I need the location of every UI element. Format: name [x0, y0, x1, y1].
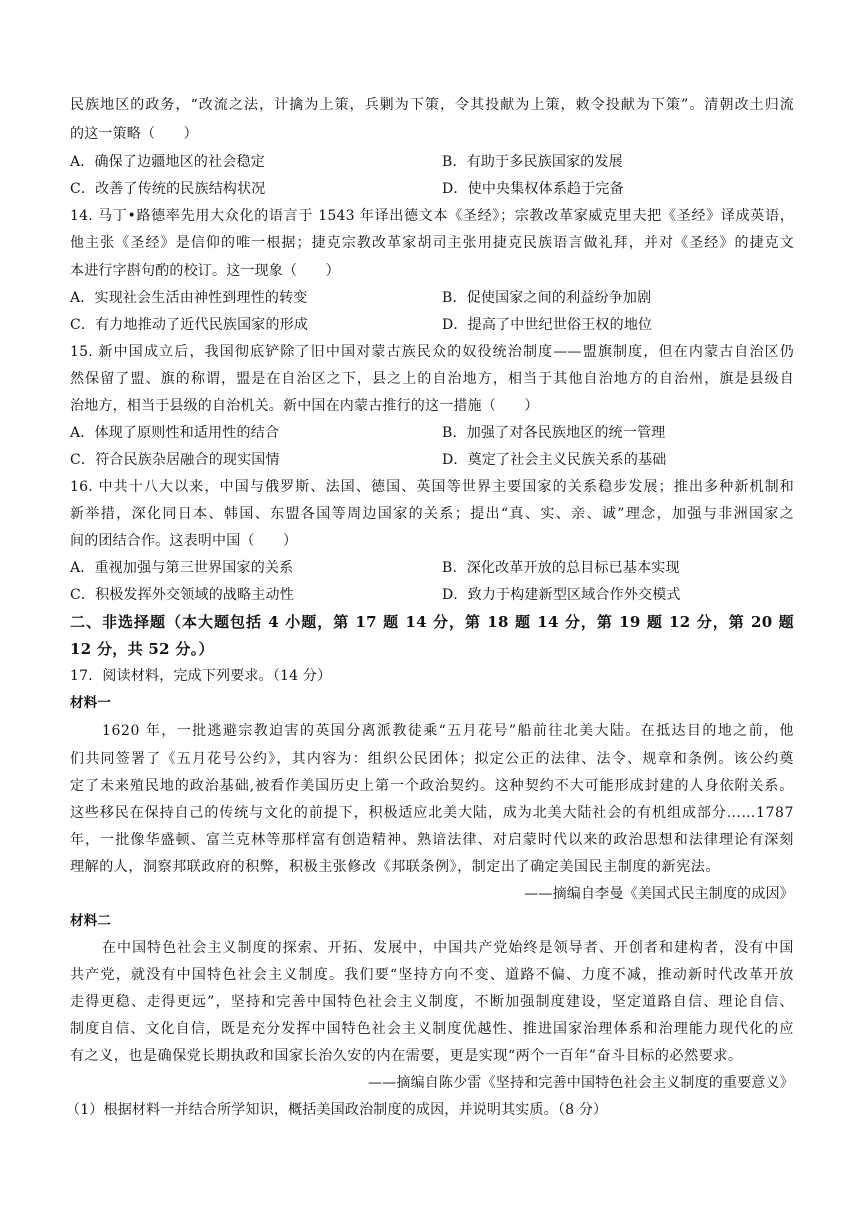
material-2-title: 材料二 — [70, 913, 112, 929]
q16-option-b[interactable]: B．深化改革开放的总目标已基本实现 — [442, 560, 680, 576]
q14-line-1: 14. 马丁•路德率先用大众化的语言于 1543 年译出德文本《圣经》；宗教改革家威克里夫把《圣经》译成英语， — [70, 208, 794, 224]
material-1-source: ——摘编自李曼《美国式民主制度的成因》 — [524, 886, 794, 902]
section-2-heading-line-1: 二、非选择题（本大题包括 4 小题，第 17 题 14 分，第 18 题 14 分，第 19 题 12 分，第 20 题 — [70, 613, 794, 631]
q15-line-3: 治地方，相当于县级的自治机关。新中国在内蒙古推行的这一措施（ ） — [70, 398, 539, 414]
q15-option-b[interactable]: B．加强了对各民族地区的统一管理 — [442, 425, 666, 441]
q13-option-d[interactable]: D．使中央集权体系趋于完备 — [442, 181, 624, 197]
material-2-line-2: 共产党，就没有中国特色社会主义制度。我们要“坚持方向不变、道路不偏、力度不减，推动新时代改革开放 — [70, 967, 794, 983]
q14-line-3: 本进行字斟句酌的校订。这一现象（ ） — [70, 263, 340, 279]
material-1-title: 材料一 — [70, 695, 112, 711]
q16-options-row-2 — [70, 586, 794, 604]
q15-options-row-2 — [70, 451, 794, 469]
material-2-line-5: 有之义，也是确保党长期执政和国家长治久安的内在需要，更是实现“两个一百年”奋斗目标的必然要求。 — [70, 1048, 743, 1064]
q13-option-b[interactable]: B．有助于多民族国家的发展 — [442, 154, 623, 170]
q15-line-1: 15. 新中国成立后，我国彻底铲除了旧中国对蒙古族民众的奴役统治制度——盟旗制度，但在内蒙古自治区仍 — [70, 344, 794, 360]
material-1-line-5: 年，一批像华盛顿、富兰克林等那样富有创造精神、熟谙法律、对启蒙时代以来的政治思想和法律理论有深刻 — [70, 832, 794, 848]
q15-option-d[interactable]: D．奠定了社会主义民族关系的基础 — [442, 452, 667, 468]
material-2-source: ——摘编自陈少雷《坚持和完善中国特色社会主义制度的重要意义》 — [368, 1075, 794, 1091]
q16-line-3: 间的团结合作。这表明中国（ ） — [70, 533, 298, 549]
q16-line-1: 16. 中共十八大以来，中国与俄罗斯、法国、德国、英国等世界主要国家的关系稳步发展；推出多种新机制和 — [70, 479, 794, 495]
q17-stem: 17．阅读材料，完成下列要求。（14 分） — [70, 668, 332, 684]
q16-option-c[interactable]: C．积极发挥外交领域的战略主动性 — [70, 587, 294, 603]
material-1-line-3: 定了未来殖民地的政治基础,被看作美国历史上第一个政治契约。这种契约不大可能形成封建的人身依附关系。 — [70, 778, 794, 794]
q13-option-a[interactable]: A．确保了边疆地区的社会稳定 — [70, 154, 265, 170]
q16-option-d[interactable]: D．致力于构建新型区域合作外交模式 — [442, 587, 681, 603]
material-1-line-2: 们共同签署了《五月花号公约》，其内容为：组织公民团体；拟定公正的法律、法令、规章和条例。该公约奠 — [70, 751, 794, 767]
q13-line-1: 民族地区的政务，“改流之法，计擒为上策，兵剿为下策，令其投献为上策，敕令投献为下策”。清朝改土归流 — [70, 97, 794, 113]
q15-option-a[interactable]: A．体现了原则性和适用性的结合 — [70, 425, 280, 441]
q14-option-d[interactable]: D．提高了中世纪世俗王权的地位 — [442, 317, 653, 333]
q17-sub-question-1: （1）根据材料一并结合所学知识，概括美国政治制度的成因，并说明其实质。（8 分） — [66, 1102, 608, 1118]
material-2-line-1: 在中国特色社会主义制度的探索、开拓、发展中，中国共产党始终是领导者、开创者和建构者，没有中国 — [102, 940, 794, 956]
material-1-line-6: 理解的人，洞察邦联政府的积弊，积极主张修改《邦联条例》，制定出了确定美国民主制度的新宪法。 — [70, 859, 720, 875]
q14-options-row-2 — [70, 316, 794, 334]
q14-options-row-1 — [70, 289, 794, 307]
q14-line-2: 他主张《圣经》是信仰的唯一根据；捷克宗教改革家胡司主张用捷克民族语言做礼拜，并对《圣经》的捷克文 — [70, 235, 794, 251]
q14-option-a[interactable]: A．实现社会生活由神性到理性的转变 — [70, 290, 308, 306]
section-2-heading-line-2: 12 分，共 52 分。） — [70, 640, 214, 658]
q13-line-2: 的这一策略（ ） — [70, 126, 198, 142]
q13-options-row-2 — [70, 180, 794, 198]
material-2-line-4: 制度自信、文化自信，既是充分发挥中国特色社会主义制度优越性、推进国家治理体系和治理能力现代化的应 — [70, 1021, 794, 1037]
material-1-line-1: 1620 年，一批逃避宗教迫害的英国分离派教徒乘“五月花号”船前往北美大陆。在抵达目的地之前，他 — [102, 723, 794, 739]
q15-option-c[interactable]: C．符合民族杂居融合的现实国情 — [70, 452, 280, 468]
q15-line-2: 然保留了盟、旗的称谓，盟是在自治区之下，县之上的自治地方，相当于其他自治地方的自治州，旗是县级自 — [70, 371, 794, 387]
q14-option-c[interactable]: C．有力地推动了近代民族国家的形成 — [70, 317, 309, 333]
material-1-line-4: 这些移民在保持自己的传统与文化的前提下，积极适应北美大陆，成为北美大陆社会的有机组成部分……1787 — [70, 805, 794, 821]
q16-option-a[interactable]: A．重视加强与第三世界国家的关系 — [70, 560, 294, 576]
q13-option-c[interactable]: C．改善了传统的民族结构状况 — [70, 181, 266, 197]
q15-options-row-1 — [70, 424, 794, 442]
q16-line-2: 新举措，深化同日本、韩国、东盟各国等周边国家的关系；提出“真、实、亲、诚”理念，加强与非洲国家之 — [70, 506, 794, 522]
material-2-line-3: 走得更稳、走得更远”，坚持和完善中国特色社会主义制度，不断加强制度建设，坚定道路自信、理论自信、 — [70, 994, 794, 1010]
q13-options-row-1 — [70, 153, 794, 171]
q14-option-b[interactable]: B．促使国家之间的利益纷争加剧 — [442, 290, 652, 306]
q16-options-row-1 — [70, 559, 794, 577]
